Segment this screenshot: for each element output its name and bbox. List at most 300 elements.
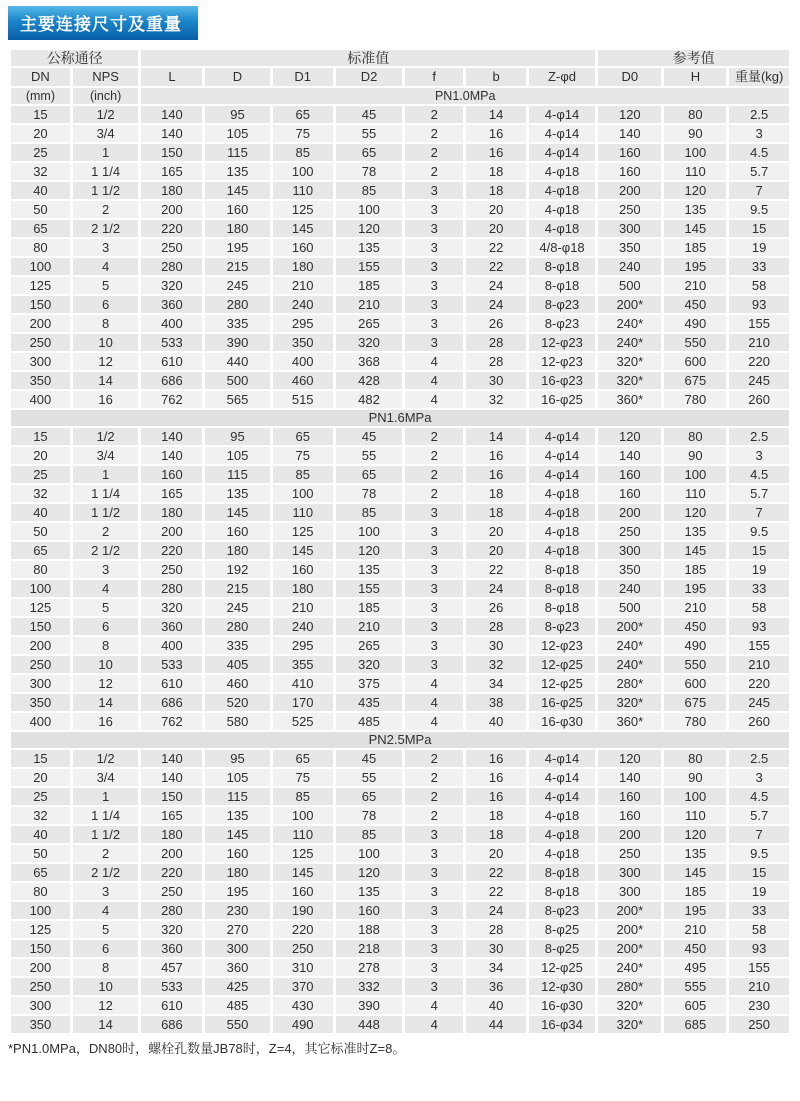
table-cell: 160	[598, 144, 661, 161]
table-cell: 250	[141, 883, 202, 900]
table-cell: 10	[73, 656, 139, 673]
table-cell: 16	[466, 125, 526, 142]
table-cell: 280*	[598, 978, 661, 995]
table-cell: 20	[466, 220, 526, 237]
table-cell: 155	[729, 315, 789, 332]
table-cell: 320	[141, 599, 202, 616]
table-cell: 280	[205, 618, 269, 635]
table-cell: 95	[205, 750, 269, 767]
table-cell: 155	[729, 959, 789, 976]
table-cell: 14	[466, 428, 526, 445]
table-cell: 686	[141, 372, 202, 389]
table-cell: 100	[664, 144, 726, 161]
table-cell: 1	[73, 144, 139, 161]
table-cell: 320	[336, 334, 402, 351]
table-cell: 210	[273, 277, 333, 294]
table-cell: 200*	[598, 296, 661, 313]
table-cell: 5.7	[729, 807, 789, 824]
table-cell: 125	[273, 201, 333, 218]
table-cell: 3	[405, 220, 463, 237]
table-cell: 16-φ25	[529, 391, 595, 408]
table-cell: 210	[664, 277, 726, 294]
table-cell: 125	[273, 523, 333, 540]
table-cell: 390	[336, 997, 402, 1014]
table-cell: 110	[273, 504, 333, 521]
table-cell: 4-φ18	[529, 201, 595, 218]
table-cell: 2 1/2	[73, 864, 139, 881]
table-cell: 20	[466, 542, 526, 559]
table-row	[11, 466, 789, 483]
table-cell: 3	[405, 883, 463, 900]
table-cell: 4	[73, 258, 139, 275]
table-cell: 45	[336, 750, 402, 767]
table-cell: 125	[11, 277, 70, 294]
table-cell: 220	[141, 542, 202, 559]
table-cell: 425	[205, 978, 269, 995]
table-cell: 40	[11, 182, 70, 199]
table-cell: 20	[11, 125, 70, 142]
table-row	[11, 106, 789, 123]
table-cell: 4-φ14	[529, 750, 595, 767]
table-cell: 195	[664, 258, 726, 275]
table-cell: 2	[405, 163, 463, 180]
table-cell: 675	[664, 694, 726, 711]
table-cell: 3	[405, 921, 463, 938]
table-cell: 245	[205, 277, 269, 294]
table-cell: 2	[405, 125, 463, 142]
table-cell: 4-φ18	[529, 807, 595, 824]
table-cell: 120	[598, 428, 661, 445]
table-cell: 3	[405, 334, 463, 351]
table-cell: 93	[729, 940, 789, 957]
table-cell: 4	[405, 713, 463, 730]
table-cell: 600	[664, 675, 726, 692]
table-cell: 16	[466, 144, 526, 161]
table-cell: 18	[466, 807, 526, 824]
table-cell: 15	[729, 864, 789, 881]
table-cell: 8	[73, 315, 139, 332]
table-cell: 220	[141, 220, 202, 237]
table-cell: 50	[11, 845, 70, 862]
table-cell: 320*	[598, 353, 661, 370]
table-row	[11, 523, 789, 540]
table-cell: 200*	[598, 921, 661, 938]
table-cell: 55	[336, 769, 402, 786]
table-cell: 210	[664, 921, 726, 938]
table-cell: 300	[11, 675, 70, 692]
table-cell: 3	[405, 561, 463, 578]
table-cell: 200	[598, 182, 661, 199]
table-cell: 185	[664, 239, 726, 256]
group-header-standard: 标准值	[141, 50, 595, 66]
table-row	[11, 447, 789, 464]
table-cell: 140	[141, 125, 202, 142]
table-cell: 110	[664, 485, 726, 502]
table-cell: 200	[141, 845, 202, 862]
table-cell: 3	[405, 618, 463, 635]
table-cell: 4-φ14	[529, 125, 595, 142]
table-cell: 80	[664, 106, 726, 123]
table-row	[11, 372, 789, 389]
table-cell: 33	[729, 580, 789, 597]
table-cell: 18	[466, 485, 526, 502]
table-cell: 44	[466, 1016, 526, 1033]
table-row	[11, 883, 789, 900]
table-row	[11, 599, 789, 616]
table-cell: 7	[729, 826, 789, 843]
table-cell: 24	[466, 580, 526, 597]
table-cell: 4	[405, 694, 463, 711]
table-cell: 200	[598, 826, 661, 843]
table-cell: 93	[729, 618, 789, 635]
table-cell: 19	[729, 561, 789, 578]
table-cell: 80	[11, 561, 70, 578]
table-cell: 4	[405, 1016, 463, 1033]
table-row	[11, 902, 789, 919]
table-row	[11, 220, 789, 237]
table-cell: 16-φ30	[529, 713, 595, 730]
table-cell: 115	[205, 788, 269, 805]
table-row	[11, 334, 789, 351]
table-cell: 10	[73, 334, 139, 351]
table-cell: 210	[336, 296, 402, 313]
table-cell: 280	[205, 296, 269, 313]
table-cell: 180	[205, 220, 269, 237]
table-cell: 135	[205, 807, 269, 824]
table-cell: 160	[336, 902, 402, 919]
table-cell: 550	[664, 656, 726, 673]
group-header-reference: 参考值	[598, 50, 789, 66]
table-cell: 3	[405, 845, 463, 862]
table-cell: 240*	[598, 315, 661, 332]
table-cell: 100	[273, 163, 333, 180]
table-cell: 360	[205, 959, 269, 976]
table-cell: 75	[273, 447, 333, 464]
table-cell: 190	[273, 902, 333, 919]
table-cell: 320*	[598, 1016, 661, 1033]
table-cell: 15	[11, 750, 70, 767]
table-cell: 3	[405, 826, 463, 843]
table-cell: 520	[205, 694, 269, 711]
table-cell: 14	[466, 106, 526, 123]
table-cell: 240*	[598, 637, 661, 654]
table-cell: 3	[405, 580, 463, 597]
table-row	[11, 277, 789, 294]
table-cell: 580	[205, 713, 269, 730]
table-cell: 3	[405, 258, 463, 275]
table-row	[11, 163, 789, 180]
table-row	[11, 504, 789, 521]
table-cell: 120	[336, 864, 402, 881]
table-cell: 105	[205, 125, 269, 142]
table-cell: 34	[466, 675, 526, 692]
table-cell: 1 1/2	[73, 182, 139, 199]
table-cell: 180	[273, 580, 333, 597]
table-cell: 200	[141, 523, 202, 540]
table-cell: 12-φ23	[529, 334, 595, 351]
table-cell: 300	[598, 220, 661, 237]
table-cell: 320	[336, 656, 402, 673]
table-cell: 100	[664, 788, 726, 805]
table-cell: 250	[729, 1016, 789, 1033]
table-cell: 150	[11, 618, 70, 635]
table-cell: 65	[11, 542, 70, 559]
table-cell: 460	[205, 675, 269, 692]
table-cell: 85	[273, 144, 333, 161]
table-cell: 2	[73, 201, 139, 218]
table-cell: 2	[405, 144, 463, 161]
table-cell: 270	[205, 921, 269, 938]
table-cell: 78	[336, 807, 402, 824]
group-header-row	[11, 50, 789, 66]
table-cell: 215	[205, 258, 269, 275]
table-cell: 220	[729, 675, 789, 692]
table-cell: 200	[11, 315, 70, 332]
table-cell: 95	[205, 428, 269, 445]
table-cell: 435	[336, 694, 402, 711]
table-cell: 80	[11, 883, 70, 900]
section-label: PN1.6MPa	[11, 410, 789, 426]
table-cell: 180	[141, 182, 202, 199]
table-cell: 22	[466, 561, 526, 578]
table-cell: 350	[598, 561, 661, 578]
table-cell: 8-φ18	[529, 599, 595, 616]
table-cell: 85	[336, 826, 402, 843]
table-row	[11, 239, 789, 256]
table-cell: 16-φ25	[529, 694, 595, 711]
page-title: 主要连接尺寸及重量	[20, 15, 182, 34]
table-cell: 160	[598, 788, 661, 805]
table-cell: 185	[664, 561, 726, 578]
section-band-row	[11, 732, 789, 748]
table-cell: 16	[466, 788, 526, 805]
table-row	[11, 845, 789, 862]
table-cell: 180	[141, 826, 202, 843]
table-cell: 3	[405, 599, 463, 616]
table-cell: 2	[405, 485, 463, 502]
table-cell: 160	[205, 845, 269, 862]
table-cell: 65	[273, 106, 333, 123]
table-cell: 8-φ23	[529, 902, 595, 919]
table-cell: 140	[141, 447, 202, 464]
table-cell: 135	[664, 523, 726, 540]
table-cell: 430	[273, 997, 333, 1014]
table-cell: 8-φ18	[529, 883, 595, 900]
table-cell: 300	[11, 997, 70, 1014]
table-cell: 9.5	[729, 845, 789, 862]
table-cell: 450	[664, 618, 726, 635]
table-cell: 4-φ14	[529, 428, 595, 445]
table-cell: 165	[141, 163, 202, 180]
table-cell: 4-φ18	[529, 523, 595, 540]
table-cell: 125	[273, 845, 333, 862]
table-cell: 20	[466, 201, 526, 218]
table-cell: 2	[405, 428, 463, 445]
table-cell: 218	[336, 940, 402, 957]
table-cell: 125	[11, 599, 70, 616]
table-cell: 3	[729, 447, 789, 464]
table-cell: 65	[336, 788, 402, 805]
table-row	[11, 750, 789, 767]
table-cell: 2	[73, 523, 139, 540]
table-cell: 120	[664, 826, 726, 843]
table-cell: 600	[664, 353, 726, 370]
table-cell: 14	[73, 1016, 139, 1033]
table-cell: 155	[729, 637, 789, 654]
table-cell: 1 1/4	[73, 485, 139, 502]
table-cell: 12	[73, 675, 139, 692]
table-cell: 12-φ23	[529, 353, 595, 370]
table-cell: 1 1/4	[73, 163, 139, 180]
column-header-row	[11, 68, 789, 86]
table-cell: 100	[336, 845, 402, 862]
table-cell: 185	[664, 883, 726, 900]
table-cell: 280	[141, 258, 202, 275]
table-cell: 245	[729, 372, 789, 389]
table-cell: 4-φ14	[529, 466, 595, 483]
table-cell: 165	[141, 485, 202, 502]
table-cell: 5.7	[729, 485, 789, 502]
table-cell: 30	[466, 940, 526, 957]
units-row	[11, 88, 789, 104]
table-cell: 15	[11, 428, 70, 445]
table-cell: 55	[336, 125, 402, 142]
table-cell: 240*	[598, 334, 661, 351]
table-cell: 4-φ14	[529, 769, 595, 786]
table-cell: 8-φ25	[529, 940, 595, 957]
table-cell: 3/4	[73, 125, 139, 142]
table-cell: 140	[141, 106, 202, 123]
table-cell: 300	[205, 940, 269, 957]
table-cell: 200	[141, 201, 202, 218]
table-cell: 180	[205, 864, 269, 881]
col-header-l: L	[141, 68, 202, 86]
table-cell: 180	[141, 504, 202, 521]
table-row	[11, 542, 789, 559]
table-cell: 110	[664, 807, 726, 824]
table-cell: 3	[405, 523, 463, 540]
table-cell: 80	[664, 750, 726, 767]
table-cell: 4.5	[729, 144, 789, 161]
table-cell: 19	[729, 883, 789, 900]
table-cell: 2.5	[729, 106, 789, 123]
table-cell: 8	[73, 959, 139, 976]
table-cell: 780	[664, 391, 726, 408]
table-cell: 20	[11, 447, 70, 464]
table-cell: 210	[729, 978, 789, 995]
table-cell: 4	[405, 997, 463, 1014]
table-cell: 100	[11, 580, 70, 597]
table-cell: 78	[336, 485, 402, 502]
table-cell: 160	[598, 807, 661, 824]
table-cell: 140	[598, 447, 661, 464]
table-cell: 3	[405, 637, 463, 654]
table-cell: 195	[205, 883, 269, 900]
table-row	[11, 353, 789, 370]
table-cell: 25	[11, 144, 70, 161]
table-cell: 160	[141, 466, 202, 483]
table-cell: 145	[664, 542, 726, 559]
table-cell: 135	[336, 561, 402, 578]
table-cell: 2.5	[729, 750, 789, 767]
table-cell: 100	[336, 201, 402, 218]
table-row	[11, 258, 789, 275]
table-cell: 4.5	[729, 788, 789, 805]
table-cell: 3	[405, 239, 463, 256]
table-row	[11, 182, 789, 199]
table-cell: 15	[729, 542, 789, 559]
table-cell: 490	[664, 637, 726, 654]
table-cell: 19	[729, 239, 789, 256]
table-cell: 4	[405, 372, 463, 389]
table-cell: 28	[466, 353, 526, 370]
table-cell: 18	[466, 826, 526, 843]
table-cell: 3	[729, 769, 789, 786]
table-cell: 686	[141, 1016, 202, 1033]
table-cell: 350	[11, 694, 70, 711]
table-cell: 200	[598, 504, 661, 521]
table-cell: 195	[664, 902, 726, 919]
table-cell: 555	[664, 978, 726, 995]
table-cell: 145	[273, 220, 333, 237]
table-cell: 440	[205, 353, 269, 370]
table-cell: 240	[273, 618, 333, 635]
table-cell: 370	[273, 978, 333, 995]
table-cell: 533	[141, 978, 202, 995]
table-cell: 490	[273, 1016, 333, 1033]
table-cell: 90	[664, 125, 726, 142]
table-cell: 3	[729, 125, 789, 142]
table-row	[11, 959, 789, 976]
table-row	[11, 296, 789, 313]
table-cell: 145	[273, 864, 333, 881]
table-cell: 26	[466, 599, 526, 616]
table-cell: 350	[273, 334, 333, 351]
table-row	[11, 656, 789, 673]
table-cell: 4-φ18	[529, 182, 595, 199]
table-cell: 33	[729, 258, 789, 275]
table-cell: 58	[729, 277, 789, 294]
table-cell: 155	[336, 258, 402, 275]
table-cell: 30	[466, 372, 526, 389]
table-cell: 350	[11, 1016, 70, 1033]
table-cell: 40	[466, 713, 526, 730]
col-header-d0: D0	[598, 68, 661, 86]
table-cell: 26	[466, 315, 526, 332]
table-cell: 65	[336, 144, 402, 161]
table-cell: 8-φ18	[529, 277, 595, 294]
table-cell: 610	[141, 675, 202, 692]
table-cell: 610	[141, 353, 202, 370]
table-cell: 188	[336, 921, 402, 938]
table-cell: 8-φ18	[529, 258, 595, 275]
table-cell: 3	[73, 883, 139, 900]
table-cell: 3	[405, 542, 463, 559]
table-cell: 295	[273, 637, 333, 654]
table-row	[11, 978, 789, 995]
table-cell: 65	[273, 750, 333, 767]
col-header-zd: Z-φd	[529, 68, 595, 86]
col-header-d2: D2	[336, 68, 402, 86]
table-row	[11, 201, 789, 218]
table-cell: 38	[466, 694, 526, 711]
table-cell: 320	[141, 921, 202, 938]
table-cell: 100	[664, 466, 726, 483]
table-cell: 12-φ25	[529, 675, 595, 692]
table-cell: 230	[205, 902, 269, 919]
table-cell: 4/8-φ18	[529, 239, 595, 256]
table-row	[11, 428, 789, 445]
